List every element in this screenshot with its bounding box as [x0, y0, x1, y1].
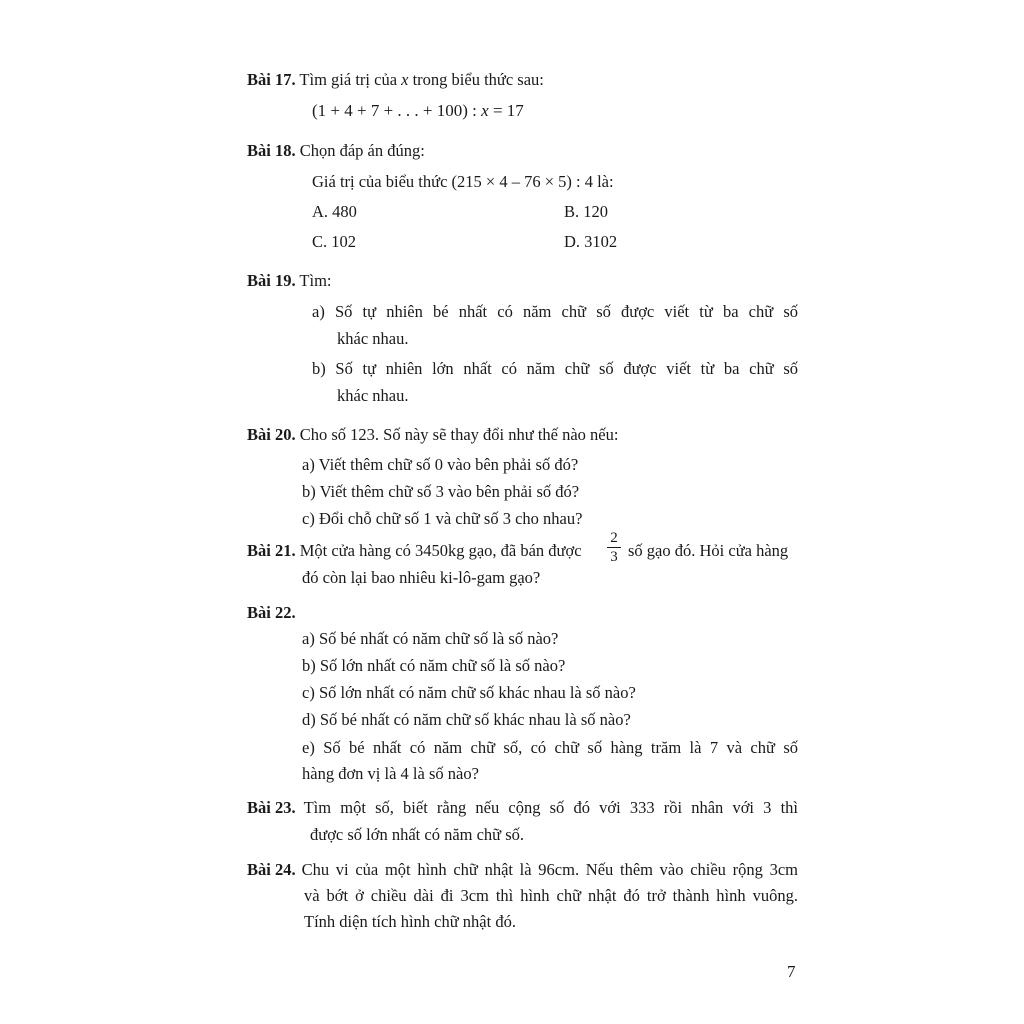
problem-text: Tìm: [299, 271, 332, 290]
fraction-denominator: 3 [610, 549, 618, 565]
problem-22-item-e-line1: e) Số bé nhất có năm chữ số, có chữ số hàng trăm là 7 và chữ số [302, 738, 798, 757]
problem-19-item-a-line2: khác nhau. [337, 329, 409, 348]
problem-22-label: Bài 22. [247, 603, 296, 622]
problem-text: Chọn đáp án đúng: [299, 141, 425, 160]
problem-text: Tìm giá trị của [299, 70, 398, 89]
fraction-numerator: 2 [610, 530, 618, 546]
problem-text: trong biểu thức sau: [412, 70, 544, 89]
problem-22-item-e-line2: hàng đơn vị là 4 là số nào? [302, 764, 479, 783]
problem-text: Tìm một số, biết rằng nếu cộng số đó với 333 rồi nhân với 3 thì [303, 798, 798, 817]
problem-18-heading [247, 141, 425, 161]
problem-label: Bài 17. [247, 70, 296, 89]
problem-22-item-a: a) Số bé nhất có năm chữ số là số nào? [302, 629, 559, 648]
problem-22-item-c: c) Số lớn nhất có năm chữ số khác nhau là số nào? [302, 683, 636, 702]
option-a: A. 480 [312, 202, 357, 221]
problem-20-heading [247, 425, 618, 445]
problem-24-line2: và bớt ở chiều dài đi 3cm thì hình chữ nhật đó trở thành hình vuông. [304, 886, 798, 905]
page-number: 7 [787, 962, 796, 981]
problem-23-line2: được số lớn nhất có năm chữ số. [310, 825, 525, 844]
problem-20-item-a: a) Viết thêm chữ số 0 vào bên phải số đó? [302, 455, 579, 474]
problem-17-expression [312, 101, 524, 121]
problem-label: Bài 24. [247, 860, 296, 879]
problem-24-line3: Tính diện tích hình chữ nhật đó. [304, 912, 516, 931]
problem-label: Bài 19. [247, 271, 296, 290]
expression-right: = 17 [492, 101, 524, 120]
problem-label: Bài 21. [247, 541, 296, 560]
problem-21-line2: đó còn lại bao nhiêu ki-lô-gam gạo? [302, 568, 541, 587]
problem-22-item-b: b) Số lớn nhất có năm chữ số là số nào? [302, 656, 566, 675]
problem-label: Bài 23. [247, 798, 296, 817]
option-c: C. 102 [312, 232, 357, 251]
problem-18-question: Giá trị của biểu thức (215 × 4 – 76 × 5) : 4 là: [312, 172, 614, 191]
option-b: B. 120 [564, 202, 609, 221]
expression-variable: x [481, 101, 489, 120]
problem-19-item-a-line1: a) Số tự nhiên bé nhất có năm chữ số được viết từ ba chữ số [312, 302, 798, 321]
option-d: D. 3102 [564, 232, 618, 251]
problem-20-item-c: c) Đổi chỗ chữ số 1 và chữ số 3 cho nhau? [302, 509, 583, 528]
variable: x [401, 70, 409, 89]
problem-text: Một cửa hàng có 3450kg gạo, đã bán được [299, 541, 582, 560]
problem-24-line1 [247, 860, 798, 880]
problem-19-heading [247, 271, 332, 291]
problem-22-item-d: d) Số bé nhất có năm chữ số khác nhau là số nào? [302, 710, 631, 729]
problem-20-item-b: b) Viết thêm chữ số 3 vào bên phải số đó? [302, 482, 580, 501]
problem-label: Bài 18. [247, 141, 296, 160]
fraction-bar [607, 547, 621, 548]
problem-19-item-b-line2: khác nhau. [337, 386, 409, 405]
fraction [607, 530, 621, 565]
problem-21-text-after: số gạo đó. Hỏi cửa hàng [628, 541, 789, 560]
problem-19-item-b-line1: b) Số tự nhiên lớn nhất có năm chữ số được viết từ ba chữ số [312, 359, 798, 378]
problem-21-line1 [247, 541, 582, 561]
problem-text: Cho số 123. Số này sẽ thay đổi như thế nào nếu: [299, 425, 619, 444]
problem-17-heading [247, 70, 544, 90]
problem-label: Bài 20. [247, 425, 296, 444]
problem-text: Chu vi của một hình chữ nhật là 96cm. Nếu thêm vào chiều rộng 3cm [301, 860, 798, 879]
problem-23-line1 [247, 798, 798, 818]
expression-left: (1 + 4 + 7 + . . . + 100) : [312, 101, 477, 120]
